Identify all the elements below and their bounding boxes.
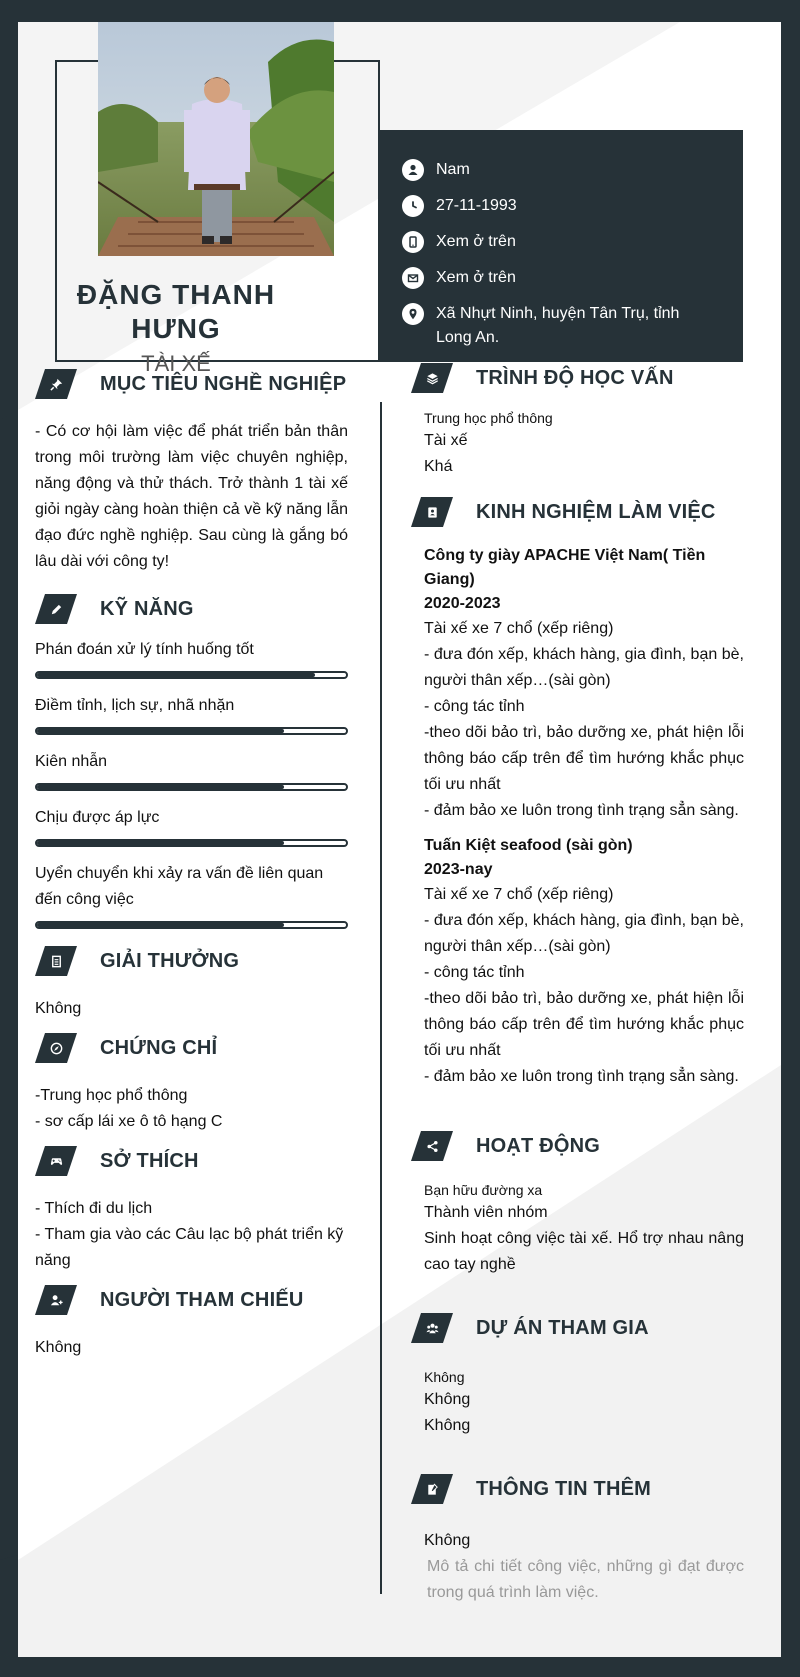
activities-entry <box>424 1180 744 1278</box>
extra-info-header <box>411 1471 744 1507</box>
personal-info-panel <box>380 130 743 362</box>
info-gender <box>402 158 723 182</box>
extra-info-entry <box>424 1528 744 1606</box>
skill-level <box>37 841 284 845</box>
job-duty: - đưa đón xếp, khách hàng, gia đình, bạn bè, người thân xếp…(sài gòn) <box>424 912 744 955</box>
objective-title: MỤC TIÊU NGHỀ NGHIỆP <box>100 372 347 395</box>
experience-entry <box>424 544 744 824</box>
skill-name: Phán đoán xử lý tính huống tốt <box>35 641 254 658</box>
hobbies-header <box>35 1143 348 1179</box>
info-phone-text: Xem ở trên <box>436 233 516 250</box>
experience-header <box>411 494 744 530</box>
skills-header <box>35 591 348 627</box>
projects-header <box>411 1310 744 1346</box>
job-company: Công ty giày APACHE Việt Nam( Tiền Giang) <box>424 547 706 588</box>
info-email <box>402 266 723 290</box>
skill-name: Điềm tỉnh, lịch sự, nhã nhặn <box>35 697 235 714</box>
phone-icon <box>402 231 424 253</box>
note-icon <box>411 1474 453 1504</box>
certificates-list <box>35 1083 348 1135</box>
job-duty: -theo dõi bảo trì, bảo dưỡng xe, phát hiện lỗi thông báo cấp trên để tìm hướng khắc phục tối ưu nhất <box>424 990 744 1059</box>
projects-entry <box>424 1367 744 1439</box>
user-icon <box>402 159 424 181</box>
references-title: NGƯỜI THAM CHIẾU <box>100 1288 304 1311</box>
activities-title: HOẠT ĐỘNG <box>476 1134 601 1157</box>
skill-name: Uyển chuyển khi xảy ra vấn đề liên quan đến công việc <box>35 865 324 908</box>
education-title: TRÌNH ĐỘ HỌC VẤN <box>476 366 674 389</box>
activity-role: Thành viên nhóm <box>424 1204 548 1221</box>
skill-bar <box>35 671 348 679</box>
certificates-title: CHỨNG CHỈ <box>100 1036 218 1059</box>
skill-bar <box>35 783 348 791</box>
skill-level <box>37 673 315 677</box>
job-duty: - đưa đón xếp, khách hàng, gia đình, bạn bè, người thân xếp…(sài gòn) <box>424 646 744 689</box>
extra-info-text: Không <box>424 1532 471 1549</box>
awards-header <box>35 943 348 979</box>
job-period: 2023-nay <box>424 861 493 878</box>
references-text: Không <box>35 1339 82 1356</box>
education-entry <box>424 408 744 480</box>
info-birthday <box>402 194 723 218</box>
job-period: 2020-2023 <box>424 595 501 612</box>
skill-bar <box>35 727 348 735</box>
skills-list <box>35 637 348 929</box>
info-address <box>402 302 723 350</box>
references-header <box>35 1282 348 1318</box>
skill-bar <box>35 921 348 929</box>
certificate-item: -Trung học phổ thông <box>35 1087 188 1104</box>
right-column <box>424 362 744 1606</box>
skill-level <box>37 923 284 927</box>
objective-text: - Có cơ hội làm việc để phát triển bản thân trong môi trường làm việc chuyên nghiệp, năng động và thử thách. Trở thành 1 tài xế giỏi ngày càng hoàn thiện cả về kỹ năng lẫn đạo đức nghề nghiệp. Sau cùng là gắng bó lâu dài với công ty! <box>35 423 348 570</box>
gamepad-icon <box>35 1146 77 1176</box>
education-header <box>411 360 744 396</box>
skill-level <box>37 785 284 789</box>
location-icon <box>402 303 424 325</box>
project-name: Không <box>424 1369 465 1385</box>
skill-level <box>37 729 284 733</box>
experience-entry <box>424 834 744 1090</box>
skill-bar <box>35 839 348 847</box>
extra-info-placeholder: Mô tả chi tiết công việc, những gì đạt được trong quá trình làm việc. <box>427 1558 744 1601</box>
job-duty: - đảm bảo xe luôn trong tình trạng sẳn sàng. <box>424 1068 739 1085</box>
info-email-text: Xem ở trên <box>436 269 516 286</box>
id-card-icon <box>411 497 453 527</box>
education-school: Trung học phổ thông <box>424 410 553 426</box>
projects-title: DỰ ÁN THAM GIA <box>476 1316 649 1339</box>
hobby-item: - Tham gia vào các Câu lạc bộ phát triển kỹ năng <box>35 1226 344 1269</box>
extra-info-title: THÔNG TIN THÊM <box>476 1477 652 1500</box>
info-birthday-text: 27-11-1993 <box>436 197 517 214</box>
activity-text: Sinh hoạt công việc tài xế. Hổ trợ nhau nâng cao tay nghề <box>424 1230 744 1273</box>
mail-icon <box>402 267 424 289</box>
info-address-text: Xã Nhựt Ninh, huyện Tân Trụ, tỉnh Long An. <box>436 305 680 346</box>
education-major: Tài xế <box>424 432 468 449</box>
skills-title: KỸ NĂNG <box>100 597 194 620</box>
document-icon <box>35 946 77 976</box>
left-column <box>35 362 348 1361</box>
hobby-item: - Thích đi du lịch <box>35 1200 153 1217</box>
awards-title: GIẢI THƯỞNG <box>100 949 240 972</box>
certificates-header <box>35 1030 348 1066</box>
activities-header <box>411 1128 744 1164</box>
job-company: Tuấn Kiệt seafood (sài gòn) <box>424 837 633 854</box>
skill-name: Chịu được áp lực <box>35 809 160 826</box>
job-duty: - công tác tỉnh <box>424 698 525 715</box>
share-icon <box>411 1131 453 1161</box>
job-position: Tài xế xe 7 chổ (xếp riêng) <box>424 886 614 903</box>
job-duty: - đảm bảo xe luôn trong tình trạng sẳn sàng. <box>424 802 739 819</box>
candidate-title: TÀI XẾ <box>141 351 211 376</box>
certificate-item: - sơ cấp lái xe ô tô hạng C <box>35 1113 223 1130</box>
info-gender-text: Nam <box>436 161 470 178</box>
info-phone <box>402 230 723 254</box>
pencil-icon <box>35 594 77 624</box>
profile-photo <box>98 22 334 256</box>
activity-org: Bạn hữu đường xa <box>424 1182 543 1198</box>
hobbies-list <box>35 1196 348 1274</box>
layers-icon <box>411 363 453 393</box>
group-icon <box>411 1313 453 1343</box>
skill-name: Kiên nhẫn <box>35 753 108 770</box>
experience-title: KINH NGHIỆM LÀM VIỆC <box>476 500 716 523</box>
column-divider <box>380 402 382 1594</box>
add-user-icon <box>35 1285 77 1315</box>
education-grade: Khá <box>424 458 453 475</box>
compass-icon <box>35 1033 77 1063</box>
project-text: Không <box>424 1417 471 1434</box>
clock-icon <box>402 195 424 217</box>
hobbies-title: SỞ THÍCH <box>100 1149 199 1172</box>
job-position: Tài xế xe 7 chổ (xếp riêng) <box>424 620 614 637</box>
job-duty: -theo dõi bảo trì, bảo dưỡng xe, phát hiện lỗi thông báo cấp trên để tìm hướng khắc phục tối ưu nhất <box>424 724 744 793</box>
awards-text: Không <box>35 1000 82 1017</box>
candidate-name: ĐẶNG THANH HƯNG <box>76 279 276 344</box>
job-duty: - công tác tỉnh <box>424 964 525 981</box>
project-role: Không <box>424 1391 471 1408</box>
